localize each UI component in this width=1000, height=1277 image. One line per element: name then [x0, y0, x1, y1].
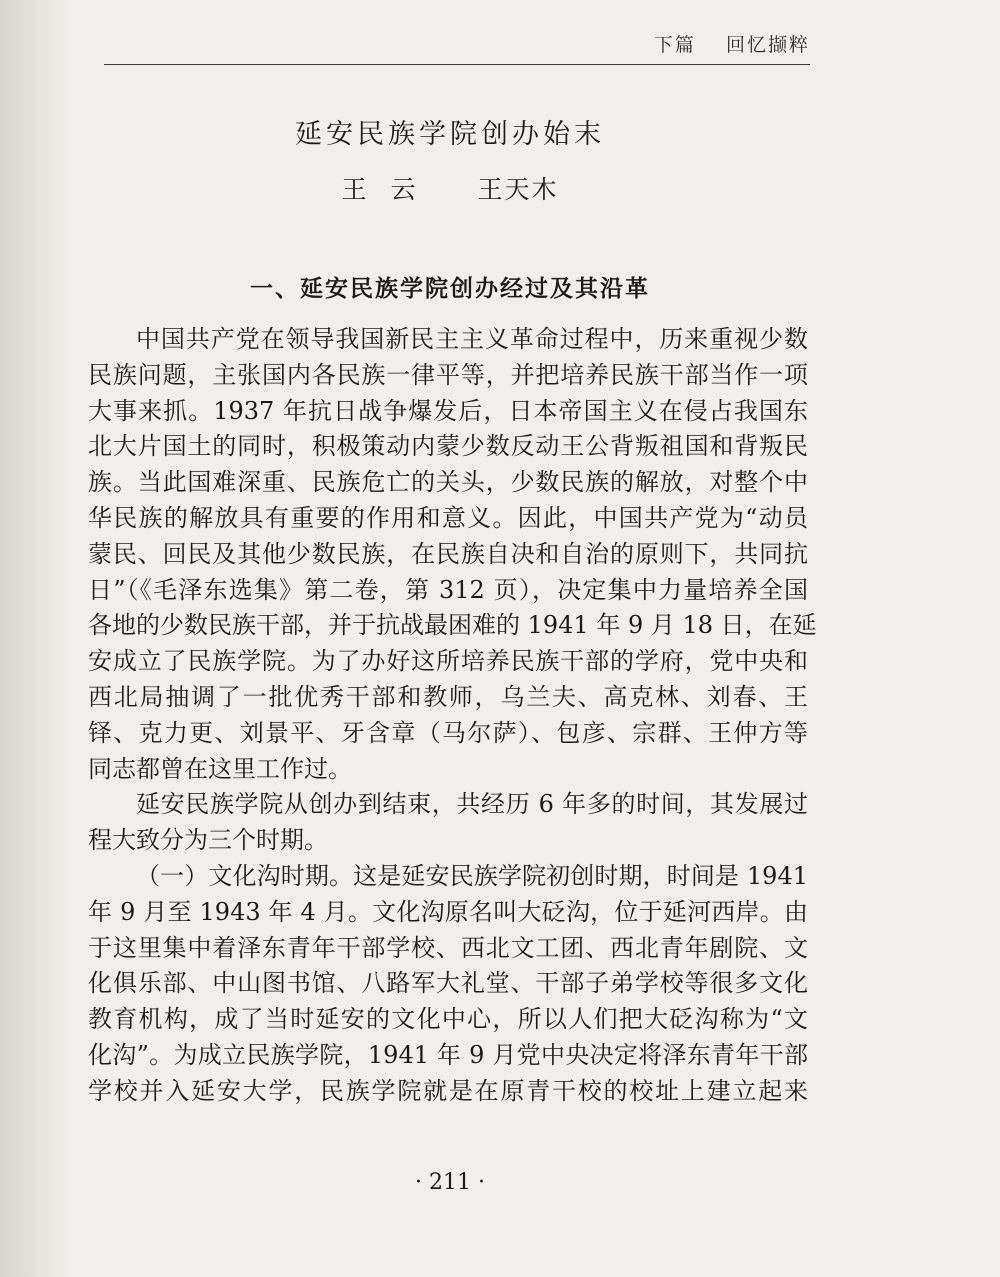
body-line: 铎、克力更、刘景平、牙含章（马尔萨）、包彦、宗群、王仲方等 — [88, 718, 808, 747]
page-number: · 211 · — [415, 1170, 485, 1195]
page-gutter-shadow — [0, 0, 70, 1277]
body-line: 民族问题，主张国内各民族一律平等，并把培养民族干部当作一项 — [88, 360, 808, 389]
body-line: 大事来抓。1937 年抗日战争爆发后，日本帝国主义在侵占我国东 — [88, 396, 808, 425]
author-wang-tianmu: 王天木 — [477, 175, 559, 204]
article-title: 延安民族学院创办始末 — [295, 119, 605, 150]
body-line: （一）文化沟时期。这是延安民族学院初创时期，时间是 1941 — [136, 861, 808, 890]
body-line: 北大片国土的同时，积极策动内蒙少数反动王公背叛祖国和背叛民 — [88, 432, 808, 461]
header-rule — [104, 64, 810, 65]
body-text — [88, 322, 817, 1110]
section-heading: 一、延安民族学院创办经过及其沿革 — [250, 276, 650, 302]
article-authors — [100, 170, 800, 206]
body-line: 化俱乐部、中山图书馆、八路军大礼堂、干部子弟学校等很多文化 — [88, 969, 808, 998]
header-section: 回忆撷粹 — [725, 34, 810, 56]
body-line: 西北局抽调了一批优秀干部和教师，乌兰夫、高克林、刘春、王 — [88, 682, 808, 711]
running-header — [0, 30, 810, 57]
body-line: 各地的少数民族干部，并于抗战最困难的 1941 年 9 月 18 日，在延 — [88, 611, 817, 640]
body-line: 华民族的解放具有重要的作用和意义。因此，中国共产党为“动员 — [88, 503, 808, 532]
body-line: 教育机构，成了当时延安的文化中心，所以人们把大砭沟称为“文 — [88, 1005, 808, 1034]
body-line: 化沟”。为成立民族学院，1941 年 9 月党中央决定将泽东青年干部 — [88, 1040, 808, 1069]
body-line: 学校并入延安大学，民族学院就是在原青干校的校址上建立起来 — [88, 1076, 808, 1105]
body-line: 蒙民、回民及其他少数民族，在民族自决和自治的原则下，共同抗 — [88, 539, 808, 568]
body-line: 中国共产党在领导我国新民主主义革命过程中，历来重视少数 — [136, 325, 808, 353]
body-line: 程大致分为三个时期。 — [88, 826, 328, 855]
body-line: 于这里集中着泽东青年干部学校、西北文工团、西北青年剧院、文 — [88, 933, 808, 962]
header-part: 下篇 — [653, 34, 696, 56]
body-line: 安成立了民族学院。为了办好这所培养民族干部的学府，党中央和 — [88, 647, 808, 676]
body-line: 日”（《毛泽东选集》第二卷，第 312 页），决定集中力量培养全国 — [88, 575, 808, 604]
body-line: 同志都曾在这里工作过。 — [88, 754, 352, 783]
author-wang-yun: 王云 — [341, 175, 440, 204]
body-line: 年 9 月至 1943 年 4 月。文化沟原名叫大砭沟，位于延河西岸。由 — [88, 897, 808, 926]
body-line: 延安民族学院从创办到结束，共经历 6 年多的时间，其发展过 — [136, 790, 808, 819]
body-line: 族。当此国难深重、民族危亡的关头，少数民族的解放，对整个中 — [88, 468, 808, 497]
